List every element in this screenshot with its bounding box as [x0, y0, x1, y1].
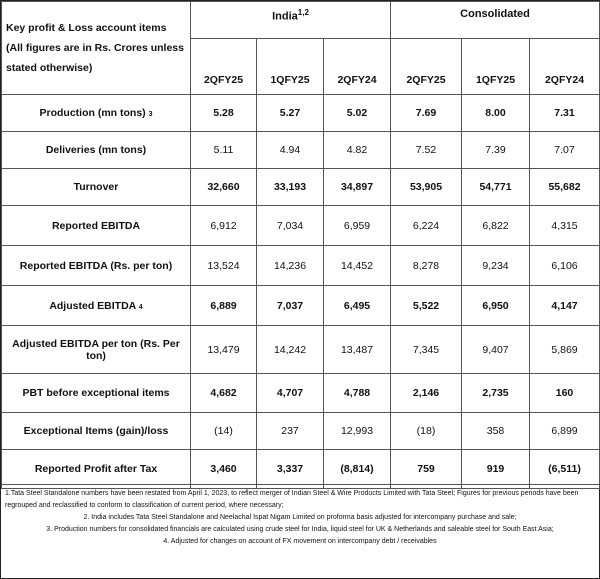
period-header: 2QFY25 — [191, 39, 257, 95]
value-cell: 5.28 — [191, 95, 257, 132]
period-header: 1QFY25 — [257, 39, 324, 95]
value-cell: 9,407 — [462, 326, 530, 374]
value-cell: 759 — [391, 450, 462, 489]
period-header: 2QFY24 — [530, 39, 600, 95]
table-row — [2, 326, 600, 374]
value-cell: 9,234 — [462, 246, 530, 286]
value-cell: 2,735 — [462, 374, 530, 413]
pl-table — [1, 1, 600, 489]
value-cell: 7.69 — [391, 95, 462, 132]
value-cell: 919 — [462, 450, 530, 489]
value-cell: 14,236 — [257, 246, 324, 286]
table-row — [2, 169, 600, 206]
value-cell: 4,682 — [191, 374, 257, 413]
table-row — [2, 246, 600, 286]
value-cell: 32,660 — [191, 169, 257, 206]
row-label: Adjusted EBITDA per ton (Rs. Per ton) — [2, 326, 191, 374]
value-cell: 6,495 — [324, 286, 391, 326]
table-row — [2, 450, 600, 489]
table-row — [2, 286, 600, 326]
value-cell: 14,452 — [324, 246, 391, 286]
value-cell: 2,146 — [391, 374, 462, 413]
value-cell: 5.27 — [257, 95, 324, 132]
row-label: Reported EBITDA (Rs. per ton) — [2, 246, 191, 286]
value-cell: 6,959 — [324, 206, 391, 246]
value-cell: 54,771 — [462, 169, 530, 206]
period-header: 1QFY25 — [462, 39, 530, 95]
row-label: Turnover — [2, 169, 191, 206]
period-header: 2QFY24 — [324, 39, 391, 95]
value-cell: 3,460 — [191, 450, 257, 489]
row-label: Exceptional Items (gain)/loss — [2, 413, 191, 450]
value-cell: 4.82 — [324, 132, 391, 169]
value-cell: 160 — [530, 374, 600, 413]
table-row — [2, 206, 600, 246]
value-cell: 12,993 — [324, 413, 391, 450]
footnotes — [1, 484, 599, 578]
value-cell: 4,788 — [324, 374, 391, 413]
value-cell: 6,106 — [530, 246, 600, 286]
value-cell: 33,193 — [257, 169, 324, 206]
value-cell: (8,814) — [324, 450, 391, 489]
value-cell: 13,487 — [324, 326, 391, 374]
value-cell: (6,511) — [530, 450, 600, 489]
value-cell: 7,034 — [257, 206, 324, 246]
value-cell: 13,479 — [191, 326, 257, 374]
table-row — [2, 132, 600, 169]
table-row — [2, 374, 600, 413]
value-cell: 6,899 — [530, 413, 600, 450]
value-cell: 8,278 — [391, 246, 462, 286]
value-cell: 6,224 — [391, 206, 462, 246]
table-row — [2, 95, 600, 132]
row-label: Deliveries (mn tons) — [2, 132, 191, 169]
value-cell: 6,912 — [191, 206, 257, 246]
period-header: 2QFY25 — [391, 39, 462, 95]
value-cell: 34,897 — [324, 169, 391, 206]
value-cell: 6,889 — [191, 286, 257, 326]
value-cell: 8.00 — [462, 95, 530, 132]
india-header: India$^{1,2}$ — [191, 2, 391, 39]
value-cell: 5,869 — [530, 326, 600, 374]
table-row — [2, 413, 600, 450]
footnote-4: 4. Adjusted for changes on account of FX movement on intercompany debt / receivables — [163, 538, 437, 545]
value-cell: 53,905 — [391, 169, 462, 206]
value-cell: 5,522 — [391, 286, 462, 326]
value-cell: 55,682 — [530, 169, 600, 206]
row-label: PBT before exceptional items — [2, 374, 191, 413]
consolidated-header: Consolidated — [391, 2, 600, 39]
value-cell: (18) — [391, 413, 462, 450]
value-cell: 14,242 — [257, 326, 324, 374]
value-cell: 4.94 — [257, 132, 324, 169]
value-cell: 4,147 — [530, 286, 600, 326]
value-cell: 237 — [257, 413, 324, 450]
footnote-2: 2. India includes Tata Steel Standalone and Neelachal Ispat Nigam Limited on proforma basis adjusted for intercompany purchase and sale; — [83, 514, 517, 521]
value-cell: 7.07 — [530, 132, 600, 169]
value-cell: 5.11 — [191, 132, 257, 169]
table-title: Key profit & Loss account items (All figures are in Rs. Crores unless stated otherwise) — [2, 2, 191, 95]
value-cell: 4,315 — [530, 206, 600, 246]
value-cell: 7,345 — [391, 326, 462, 374]
value-cell: 7,037 — [257, 286, 324, 326]
footnote-1: 1.Tata Steel Standalone numbers have been restated from April 1, 2023, to reflect merger of Indian Steel & Wire Products Limited with Tata Steel; Figures for previous periods have been regrouped and reclassified to conform to classification of current period, where necessary; — [5, 490, 579, 509]
value-cell: 6,822 — [462, 206, 530, 246]
value-cell: 5.02 — [324, 95, 391, 132]
value-cell: 7.31 — [530, 95, 600, 132]
row-label: Reported Profit after Tax — [2, 450, 191, 489]
row-label: Reported EBITDA — [2, 206, 191, 246]
footnote-3: 3. Production numbers for consolidated financials are calculated using crude steel for India, liquid steel for UK & Netherlands and saleable steel for South East Asia; — [46, 526, 554, 533]
value-cell: 3,337 — [257, 450, 324, 489]
value-cell: 7.39 — [462, 132, 530, 169]
row-label: Adjusted EBITDA 4 — [2, 286, 191, 326]
value-cell: 6,950 — [462, 286, 530, 326]
value-cell: (14) — [191, 413, 257, 450]
value-cell: 358 — [462, 413, 530, 450]
value-cell: 7.52 — [391, 132, 462, 169]
row-label: Production (mn tons) 3 — [2, 95, 191, 132]
value-cell: 4,707 — [257, 374, 324, 413]
value-cell: 13,524 — [191, 246, 257, 286]
